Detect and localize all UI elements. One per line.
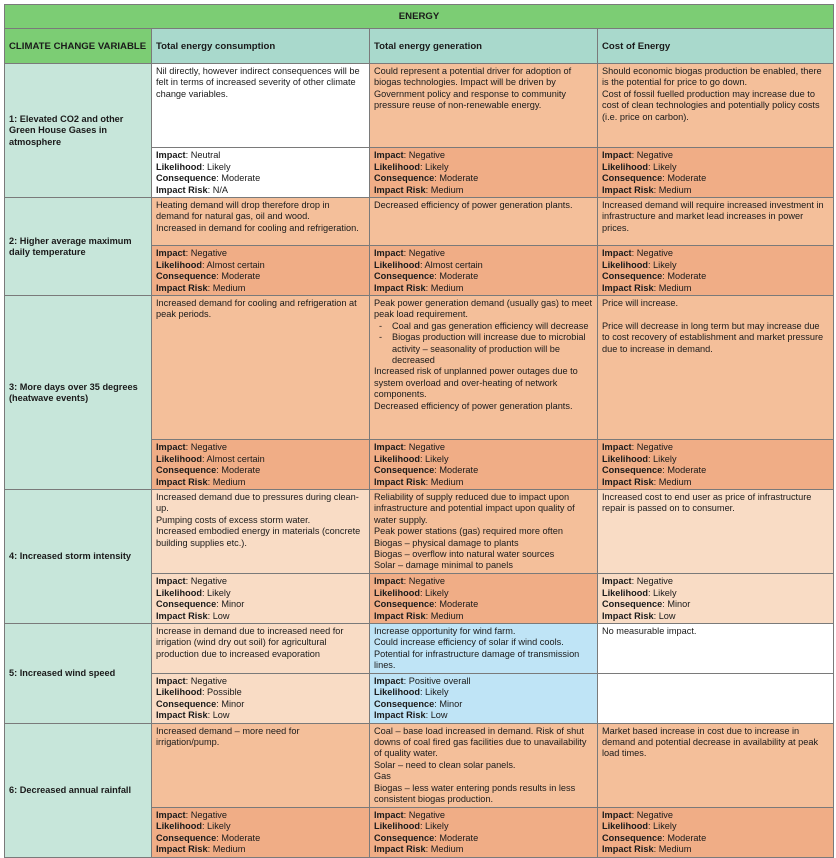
impact-value: Negative <box>190 809 227 820</box>
consequence-value: Moderate <box>221 271 261 281</box>
cost-description: Increased cost to end user as price of infrastructure repair is passed on to consumer. <box>598 490 834 574</box>
variable-label: 1: Elevated CO2 and other Green House Gases in atmosphere <box>5 64 152 198</box>
consequence-value: Moderate <box>439 271 479 281</box>
consequence-value: Moderate <box>439 599 479 609</box>
list-item: - Biogas production will increase due to microbial activity – seasonality of production will be decreased <box>392 332 593 366</box>
variable-label: 3: More days over 35 degrees (heatwave events) <box>5 296 152 490</box>
risk-value: Medium <box>430 610 464 621</box>
generation-description: Reliability of supply reduced due to impact upon infrastructure and potential impact upon quality of water supply. Peak power stations (gas) required more often Biogas – physical damage to plants Biogas – overflow into natural water sources Solar – damage minimal to panels <box>370 490 598 574</box>
consumption-description: Increased demand – more need for irrigation/pump. <box>152 723 370 807</box>
impact-label: Impact <box>374 576 404 586</box>
consequence-label: Consequence <box>602 271 663 281</box>
likelihood-label: Likelihood <box>602 161 648 172</box>
consequence-value: Moderate <box>439 465 479 475</box>
consequence-label: Consequence <box>156 173 217 183</box>
variable-label: 2: Higher average maximum daily temperature <box>5 198 152 296</box>
likelihood-value: Almost certain <box>206 453 265 464</box>
impact-label: Impact <box>374 809 404 820</box>
risk-label: Impact Risk <box>156 844 208 855</box>
likelihood-value: Likely <box>425 587 449 598</box>
list-item: - Coal and gas generation efficiency will decrease <box>392 321 593 332</box>
header-consumption: Total energy consumption <box>152 29 370 64</box>
likelihood-value: Likely <box>653 161 677 172</box>
cost-rating: Impact: Negative Likelihood: Likely Consequence: Minor Impact Risk: Low <box>598 574 834 624</box>
cost-rating: Impact: Negative Likelihood: Likely Consequence: Moderate Impact Risk: Medium <box>598 246 834 296</box>
consequence-value: Minor <box>667 599 691 609</box>
risk-value: Medium <box>430 844 464 855</box>
impact-value: Negative <box>408 442 445 452</box>
consequence-value: Moderate <box>667 173 707 183</box>
impact-label: Impact <box>156 442 186 452</box>
consumption-description: Nil directly, however indirect consequences will be felt in terms of increased severity of other climate change variables. <box>152 64 370 148</box>
impact-value: Negative <box>408 576 445 586</box>
header-cost: Cost of Energy <box>598 29 834 64</box>
variable-label: 5: Increased wind speed <box>5 624 152 724</box>
consumption-rating: Impact: Negative Likelihood: Almost certain Consequence: Moderate Impact Risk: Medium <box>152 246 370 296</box>
likelihood-value: Almost certain <box>424 259 483 270</box>
consequence-value: Minor <box>221 599 245 609</box>
risk-label: Impact Risk <box>374 610 426 621</box>
consumption-rating: Impact: Negative Likelihood: Likely Consequence: Minor Impact Risk: Low <box>152 574 370 624</box>
impact-value: Negative <box>408 248 445 258</box>
risk-label: Impact Risk <box>374 476 426 487</box>
consequence-label: Consequence <box>602 832 663 843</box>
consequence-value: Moderate <box>221 173 261 183</box>
cost-rating: Impact: Negative Likelihood: Likely Consequence: Moderate Impact Risk: Medium <box>598 148 834 198</box>
consequence-label: Consequence <box>602 465 663 475</box>
likelihood-value: Likely <box>653 259 677 270</box>
risk-label: Impact Risk <box>374 844 426 855</box>
risk-label: Impact Risk <box>374 184 426 195</box>
consequence-value: Moderate <box>221 832 261 843</box>
impact-value: Negative <box>636 150 673 160</box>
header-variable: CLIMATE CHANGE VARIABLE <box>5 29 152 64</box>
consequence-value: Moderate <box>439 832 479 843</box>
impact-label: Impact <box>156 150 186 160</box>
likelihood-label: Likelihood <box>156 453 202 464</box>
risk-value: Medium <box>658 184 692 195</box>
consequence-label: Consequence <box>374 832 435 843</box>
generation-description: Coal – base load increased in demand. Risk of shut downs of coal fired gas facilities due to unavailability of quality water. Solar – need to clean solar panels. Gas Biogas – less water entering ponds results in less consistent biogas production. <box>370 723 598 807</box>
likelihood-label: Likelihood <box>374 453 420 464</box>
risk-value: Low <box>430 710 448 721</box>
likelihood-label: Likelihood <box>156 587 202 598</box>
impact-label: Impact <box>156 576 186 586</box>
likelihood-label: Likelihood <box>156 687 202 698</box>
impact-label: Impact <box>602 576 632 586</box>
impact-label: Impact <box>374 442 404 452</box>
likelihood-label: Likelihood <box>156 259 202 270</box>
cost-rating: Impact: Negative Likelihood: Likely Consequence: Moderate Impact Risk: Medium <box>598 440 834 490</box>
risk-label: Impact Risk <box>602 844 654 855</box>
risk-label: Impact Risk <box>374 710 426 721</box>
likelihood-value: Likely <box>207 587 231 598</box>
impact-label: Impact <box>602 150 632 160</box>
variable-label: 6: Decreased annual rainfall <box>5 723 152 857</box>
likelihood-value: Likely <box>207 821 231 832</box>
risk-value: Medium <box>430 476 464 487</box>
table-title: ENERGY <box>5 5 834 29</box>
consumption-rating: Impact: Negative Likelihood: Likely Consequence: Moderate Impact Risk: Medium <box>152 807 370 857</box>
consumption-description: Increase in demand due to increased need for irrigation (wind dry out soil) for agricultural production due to increased evaporation <box>152 624 370 674</box>
consequence-label: Consequence <box>156 832 217 843</box>
likelihood-label: Likelihood <box>156 161 202 172</box>
consequence-label: Consequence <box>374 599 435 609</box>
impact-value: Negative <box>636 809 673 820</box>
consequence-value: Moderate <box>439 173 479 183</box>
risk-label: Impact Risk <box>602 184 654 195</box>
consumption-rating: Impact: Negative Likelihood: Possible Consequence: Minor Impact Risk: Low <box>152 673 370 723</box>
likelihood-label: Likelihood <box>156 821 202 832</box>
impact-label: Impact <box>374 675 404 686</box>
likelihood-label: Likelihood <box>602 821 648 832</box>
generation-description: Increase opportunity for wind farm. Could increase efficiency of solar if wind cools. Potential for infrastructure damage of transmission lines. <box>370 624 598 674</box>
consequence-label: Consequence <box>602 599 663 609</box>
generation-description: Decreased efficiency of power generation plants. <box>370 198 598 246</box>
likelihood-label: Likelihood <box>374 821 420 832</box>
risk-value: Medium <box>212 476 246 487</box>
likelihood-value: Almost certain <box>206 259 265 270</box>
consumption-rating: Impact: Negative Likelihood: Almost certain Consequence: Moderate Impact Risk: Medium <box>152 440 370 490</box>
risk-value: N/A <box>212 184 229 195</box>
impact-label: Impact <box>602 442 632 452</box>
impact-label: Impact <box>156 248 186 258</box>
risk-value: Medium <box>430 184 464 195</box>
risk-label: Impact Risk <box>602 476 654 487</box>
generation-rating: Impact: Negative Likelihood: Likely Consequence: Moderate Impact Risk: Medium <box>370 807 598 857</box>
likelihood-label: Likelihood <box>374 587 420 598</box>
cost-description: Price will increase. Price will decrease in long term but may increase due to cost recovery of establishment and market pressure due to increase in demand. <box>598 296 834 440</box>
consequence-label: Consequence <box>374 465 435 475</box>
cost-rating: Impact: Negative Likelihood: Likely Consequence: Moderate Impact Risk: Medium <box>598 807 834 857</box>
consequence-label: Consequence <box>374 698 435 709</box>
consumption-description: Increased demand for cooling and refrigeration at peak periods. <box>152 296 370 440</box>
impact-label: Impact <box>374 248 404 258</box>
risk-label: Impact Risk <box>602 282 654 293</box>
impact-label: Impact <box>602 248 632 258</box>
consequence-value: Moderate <box>667 465 707 475</box>
consequence-label: Consequence <box>374 173 435 183</box>
likelihood-value: Likely <box>653 821 677 832</box>
risk-value: Low <box>658 610 676 621</box>
impact-label: Impact <box>602 809 632 820</box>
consequence-value: Moderate <box>667 832 707 843</box>
risk-value: Medium <box>212 282 246 293</box>
generation-rating: Impact: Negative Likelihood: Likely Consequence: Moderate Impact Risk: Medium <box>370 148 598 198</box>
cost-description: Market based increase in cost due to increase in demand and potential decrease in availability at peak load times. <box>598 723 834 807</box>
energy-risk-table <box>4 4 834 858</box>
consequence-label: Consequence <box>156 271 217 281</box>
generation-bullet-list <box>374 321 593 367</box>
cost-description: Should economic biogas production be enabled, there is the potential for price to go down. Cost of fossil fuelled production may increase due to cost of clean technologies and potentially policy costs (i.e. price on carbon). <box>598 64 834 148</box>
consumption-description: Heating demand will drop therefore drop in demand for natural gas, oil and wood. Increased in demand for cooling and refrigeration. <box>152 198 370 246</box>
likelihood-value: Likely <box>425 821 449 832</box>
risk-label: Impact Risk <box>374 282 426 293</box>
impact-value: Negative <box>190 576 227 586</box>
cost-description: Increased demand will require increased investment in infrastructure and market lead increases in power prices. <box>598 198 834 246</box>
impact-value: Negative <box>408 809 445 820</box>
impact-value: Negative <box>190 248 227 258</box>
likelihood-value: Likely <box>425 687 449 698</box>
likelihood-value: Likely <box>425 453 449 464</box>
consumption-description: Increased demand due to pressures during clean-up. Pumping costs of excess storm water. Increased embodied energy in materials (concrete building supplies etc.). <box>152 490 370 574</box>
consequence-value: Moderate <box>667 271 707 281</box>
risk-value: Medium <box>658 476 692 487</box>
impact-value: Negative <box>190 675 227 686</box>
generation-description <box>370 296 598 440</box>
impact-value: Positive overall <box>408 675 471 686</box>
likelihood-label: Likelihood <box>374 687 420 698</box>
impact-value: Negative <box>636 442 673 452</box>
likelihood-value: Possible <box>207 687 242 698</box>
cost-description: No measurable impact. <box>598 624 834 674</box>
impact-value: Negative <box>190 442 227 452</box>
variable-label: 4: Increased storm intensity <box>5 490 152 624</box>
generation-rating: Impact: Positive overall Likelihood: Likely Consequence: Minor Impact Risk: Low <box>370 673 598 723</box>
generation-followup: Increased risk of unplanned power outages due to system overload and over-heating of network components. Decreased efficiency of power generation plants. <box>374 366 578 411</box>
consequence-value: Minor <box>221 698 245 709</box>
impact-value: Neutral <box>190 150 221 160</box>
generation-rating: Impact: Negative Likelihood: Likely Consequence: Moderate Impact Risk: Medium <box>370 440 598 490</box>
impact-value: Negative <box>636 248 673 258</box>
risk-label: Impact Risk <box>156 184 208 195</box>
consequence-label: Consequence <box>156 465 217 475</box>
consumption-rating: Impact: Neutral Likelihood: Likely Consequence: Moderate Impact Risk: N/A <box>152 148 370 198</box>
risk-value: Medium <box>212 844 246 855</box>
impact-value: Negative <box>408 150 445 160</box>
likelihood-value: Likely <box>653 587 677 598</box>
likelihood-value: Likely <box>207 161 231 172</box>
risk-label: Impact Risk <box>156 610 208 621</box>
risk-value: Medium <box>658 844 692 855</box>
risk-value: Medium <box>658 282 692 293</box>
consequence-label: Consequence <box>602 173 663 183</box>
consequence-label: Consequence <box>156 599 217 609</box>
risk-label: Impact Risk <box>156 476 208 487</box>
generation-rating: Impact: Negative Likelihood: Likely Consequence: Moderate Impact Risk: Medium <box>370 574 598 624</box>
impact-value: Negative <box>636 576 673 586</box>
generation-intro: Peak power generation demand (usually gas) to meet peak load requirement. <box>374 298 593 320</box>
header-generation: Total energy generation <box>370 29 598 64</box>
likelihood-label: Likelihood <box>602 259 648 270</box>
generation-description: Could represent a potential driver for adoption of biogas technologies. Impact will be driven by Government policy and response to community pressure reuse of non-renewable energy. <box>370 64 598 148</box>
risk-label: Impact Risk <box>156 710 208 721</box>
likelihood-value: Likely <box>653 453 677 464</box>
consequence-value: Minor <box>439 698 463 709</box>
generation-rating: Impact: Negative Likelihood: Almost certain Consequence: Moderate Impact Risk: Medium <box>370 246 598 296</box>
risk-label: Impact Risk <box>156 282 208 293</box>
likelihood-value: Likely <box>425 161 449 172</box>
consequence-label: Consequence <box>374 271 435 281</box>
risk-value: Low <box>212 610 230 621</box>
likelihood-label: Likelihood <box>602 453 648 464</box>
cost-rating-empty <box>598 673 834 723</box>
risk-label: Impact Risk <box>602 610 654 621</box>
risk-value: Medium <box>430 282 464 293</box>
likelihood-label: Likelihood <box>374 259 420 270</box>
impact-label: Impact <box>374 150 404 160</box>
impact-label: Impact <box>156 675 186 686</box>
likelihood-label: Likelihood <box>602 587 648 598</box>
likelihood-label: Likelihood <box>374 161 420 172</box>
consequence-label: Consequence <box>156 698 217 709</box>
consequence-value: Moderate <box>221 465 261 475</box>
risk-value: Low <box>212 710 230 721</box>
impact-label: Impact <box>156 809 186 820</box>
